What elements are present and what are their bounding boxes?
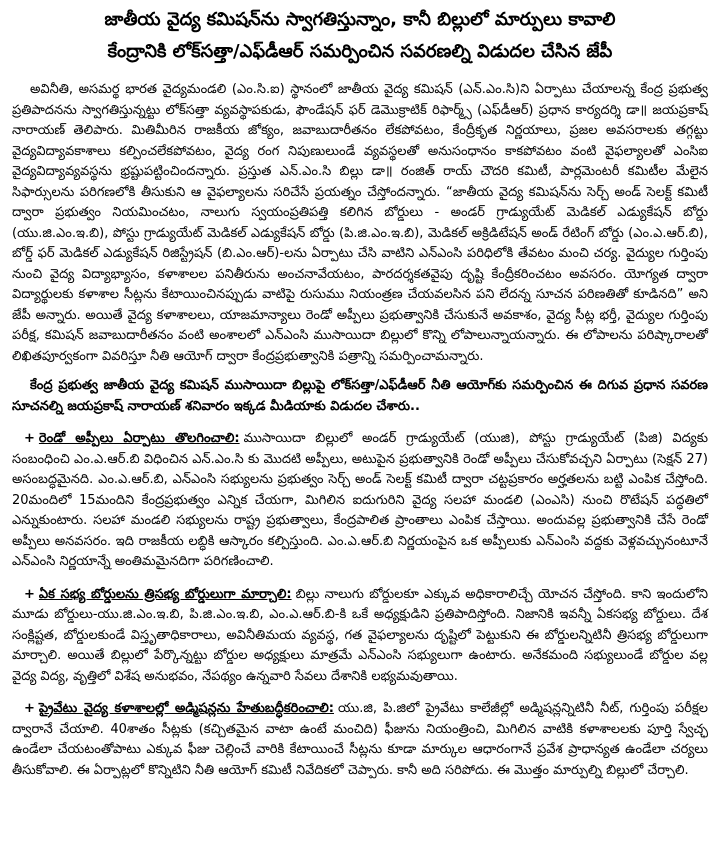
section-body: బిల్లు నాలుగు బోర్డులకూ ఎక్కువ అధికారాలిచ్చే యోచన చేస్తోంది. కాని ఇందులోని మూడు బోర్డులు-యు.జి.ఎం.ఇ.బి, పి.జి.ఎం.ఇ.బి, ఎం.ఎ.ఆర్.బి-కి ఒకే అధ్యక్షుడిని ప్రతిపాదిస్తోంది. నిజానికి ఇవన్నీ ఏకసభ్య బోర్డులు. దేశ సంక్లిష్టత, బోర్డులకుండే విస్తృతాధికారాలు, అవినీతిమయ వ్యవస్థ, గత వైఫల్యాలను దృష్టిలో పెట్టుకుని ఈ బోర్డులన్నిటినీ త్రిసభ్య బోర్డులుగా మార్చాలి. అయితే బిల్లులో పేర్కొన్నట్టు బోర్డుల అధ్యక్షులు మాత్రమే ఎన్ఎంసి సభ్యులుగా ఉంటారు. అనేకమంది సభ్యులుండే బోర్డుల వల్ల వైద్య విద్య, వృత్తిలో విశేష అనుభవం, నేపథ్యం ఉన్నవారి సేవలు దేశానికి లభ్యమవుతాయి. bbox=[12, 586, 708, 684]
summary-paragraph: కేంద్ర ప్రభుత్వ జాతీయ వైద్య కమిషన్ ముసాయిదా బిల్లుపై లోక్‌సత్తా/ఎఫ్‌డీఆర్ నీతి ఆయోగ్‌కు సమర్పించిన ఈ దిగువ ప్రధాన సవరణ సూచనల్ని జయప్రకాష్ నారాయణ్ శనివారం ఇక్కడ మీడియాకు విడుదల చేశారు.. bbox=[12, 378, 708, 414]
headline-line-2: కేంద్రానికి లోక్‌సత్తా/ఎఫ్‌డీఆర్ సమర్పించిన సవరణల్ని విడుదల చేసిన జేపీ bbox=[107, 41, 613, 62]
section-heading: రెండో అప్పీలు ఏర్పాటు తొలగించాలి: bbox=[38, 431, 240, 446]
section-remove-second-appeal bbox=[12, 429, 708, 573]
headline-line-1: జాతీయ వైద్య కమిషన్‌ను స్వాగతిస్తున్నాం, కానీ బిల్లులో మార్పులు కావాలి bbox=[104, 9, 616, 30]
section-marker: + bbox=[24, 701, 35, 716]
section-private-college-admissions bbox=[12, 699, 708, 781]
section-heading: ప్రైవేటు వైద్య కళాశాలల్లో అడ్మిషన్లను హేతుబద్ధీకరించాలి: bbox=[38, 701, 334, 716]
section-three-member-boards bbox=[12, 585, 708, 688]
section-body: ముసాయిదా బిల్లులో అండర్ గ్రాడ్యుయేట్ (యుజి), పోస్టు గ్రాడ్యుయేట్ (పిజి) విద్యకు సంబంధించి ఎం.ఎ.ఆర్.బి విధించిన ఎన్.ఎం.సి కు మొదటి అప్పీలు, అటుపైన ప్రభుత్వానికి రెండో అప్పీలు చేసుకోవచ్చని ఏర్పాటు (సెక్షన్ 27) అసంబద్ధమైనది. ఎం.ఎ.ఆర్.బి, ఎన్ఎంసి సభ్యులను ప్రభుత్వం సెర్చ్ అండ్ సెలక్ట్ కమిటీ ద్వారా చట్టప్రకారం అర్హతలను బట్టి ఎంపిక చేస్తోంది. 20మందిలో 15మందిని కేంద్రప్రభుత్వం ఎన్నిక చేయగా, మిగిలిన ఐదుగురిని వైద్య సలహా మండలి (ఎంఎసి) నుంచి రొటేషన్ పద్ధతిలో ఎన్నుకుంటారు. సలహా మండలి సభ్యులను రాష్ట్ర ప్రభుత్వాలు, కేంద్రపాలిత ప్రాంతాలు ఎంపిక చేస్తాయి. అందువల్ల ప్రభుత్వానికి చేసే రెండో అప్పీలు అనవసరం. ఇది రాజకీయ లబ్ధికి ఆస్కారం కల్పిస్తుంది. ఎం.ఎ.ఆర్.బి నిర్ణయంపైన ఒక అప్పీలుకు ఎన్ఎంసి వద్దకు వెళ్లవచ్చునంటూనే ఎన్ఎంసి నిర్ణయాన్నే అంతిమమైనదిగా పరిగణించాలి. bbox=[12, 431, 708, 569]
section-marker: + bbox=[24, 431, 35, 446]
section-heading: ఏక సభ్య బోర్డులను త్రిసభ్య బోర్డులుగా మార్చాలి: bbox=[38, 586, 292, 602]
section-marker: + bbox=[24, 586, 35, 602]
intro-paragraph: అవినీతి, అసమర్థ భారత వైద్యమండలి (ఎం.సి.ఐ) స్థానంలో జాతీయ వైద్య కమిషన్ (ఎన్.ఎం.సి)ని ఏర్పాటు చేయాలన్న కేంద్ర ప్రభుత్వ ప్రతిపాదనను స్వాగతిస్తున్నట్టు లోక్‌సత్తా వ్యవస్థాపకుడు, ఫౌండేషన్ ఫర్ డెమొక్రాటిక్ రిఫార్మ్స్ (ఎఫ్‌డీఆర్) ప్రధాన కార్యదర్శి డా॥ జయప్రకాష్ నారాయణ్ తెలిపారు. మితిమీరిన రాజకీయ జోక్యం, జవాబుదారీతనం లేకపోవటం, కేంద్రీకృత నిర్ణయాలు, ప్రజల అవసరాలకు తగ్గట్టు వైద్యవిద్యావకాశాలు కల్పించలేకపోవటం, వైద్య రంగ నిపుణులుండే వ్యవస్థలతో అనుసంధానం కాకపోవటం వంటి వైఫల్యాలతో ఎంసిఐ వైద్యవిద్యావ్యవస్థను భ్రష్టుపట్టించిందన్నారు. ప్రస్తుత ఎన్.ఎం.సి బిల్లు డా॥ రంజిత్ రాయ్ చౌదరి కమిటీ, పార్లమెంటరీ కమిటీల మేలైన సిఫార్సులను పరిగణలోకి తీసుకుని ఆ వైఫల్యాలను సరిచేసే ప్రయత్నం చేస్తోందన్నారు. “జాతీయ వైద్య కమిషన్‌ను సెర్చ్ అండ్ సెలక్ట్ కమిటీ ద్వారా ప్రభుత్వం నియమించటం, నాలుగు స్వయంప్రతిపత్తి కలిగిన బోర్డులు - అండర్ గ్రాడ్యుయేట్ మెడికల్ ఎడ్యుకేషన్ బోర్డు (యు.జి.ఎం.ఇ.బి), పోస్టు గ్రాడ్యుయేట్ మెడికల్ ఎడ్యుకేషన్ బోర్డు (పి.జి.ఎం.ఇ.బి), మెడికల్ అక్రిడిటేషన్ అండ్ రేటింగ్ బోర్డు (ఎం.ఎ.ఆర్.బి), బోర్డ్ ఫర్ మెడికల్ ఎడ్యుకేషన్ రిజిస్ట్రేషన్ (బి.ఎం.ఆర్)-లను ఏర్పాటు చేసి వాటిని ఎన్ఎంసి పరిధిలోకి తేవటం మంచి చర్య. వైద్యుల గుర్తింపు నుంచి వైద్య విద్యాభ్యాసం, కళాశాలల పనితీరును అంచనావేయటం, పారదర్శకతవైపు దృష్టి కేంద్రీకరించటం అవసరం. యోగ్యత ద్వారా విద్యార్థులకు కళాశాల సీట్లను కేటాయించినప్పుడు వాటిపై రుసుము నియంత్రణ చేయవలసిన పని లేదన్న సూచన పరిణతితో కూడినది” అని జేపీ అన్నారు. అయితే వైద్య కళాశాలలు, యాజమాన్యాలు రెండో అప్పీలు ప్రభుత్వానికి చేసుకునే అవకాశం, వైద్య సీట్ల భర్తీ, వైద్యుల గుర్తింపు పరీక్ష, కమిషన్ జవాబుదారీతనం వంటి అంశాలలో ఎన్ఎంసి ముసాయిదా బిల్లులో కొన్ని లోపాలున్నాయన్నారు. ఈ లోపాలను పరిష్కారాలతో లిఖితపూర్వకంగా వివరిస్తూ నీతి ఆయోగ్ ద్వారా కేంద్రప్రభుత్వానికి పత్రాన్ని సమర్పించామన్నారు. bbox=[12, 82, 708, 364]
headline bbox=[12, 4, 708, 68]
section-body: యు.జి, పి.జిలో ప్రైవేటు కాలేజీల్లో అడ్మిషన్లన్నిటినీ నీట్, గుర్తింపు పరీక్షల ద్వారానే చేయాలి. 40శాతం సీట్లకు (కచ్చితమైన వాటా ఉంటే మంచిది) ఫీజును నియంత్రించి, మిగిలిన వాటికి కళాశాలలకు పూర్తి స్వేచ్ఛ ఉండేలా చేయటంతోపాటు ఎక్కువ ఫీజు చెల్లించే వారికి కేటాయించే సీట్లను కూడా మార్కుల ఆధారంగానే ప్రవేశ ప్రాధాన్యత ఉండేలా చర్యలు తీసుకోవాలి. ఈ ఏర్పాట్లలో కొన్నిటిని నీతి ఆయోగ్ కమిటీ నివేదికలో చెప్పారు. కానీ అది సరిపోదు. ఈ మొత్తం మార్పుల్ని బిల్లులో చేర్చాలి. bbox=[12, 701, 708, 778]
